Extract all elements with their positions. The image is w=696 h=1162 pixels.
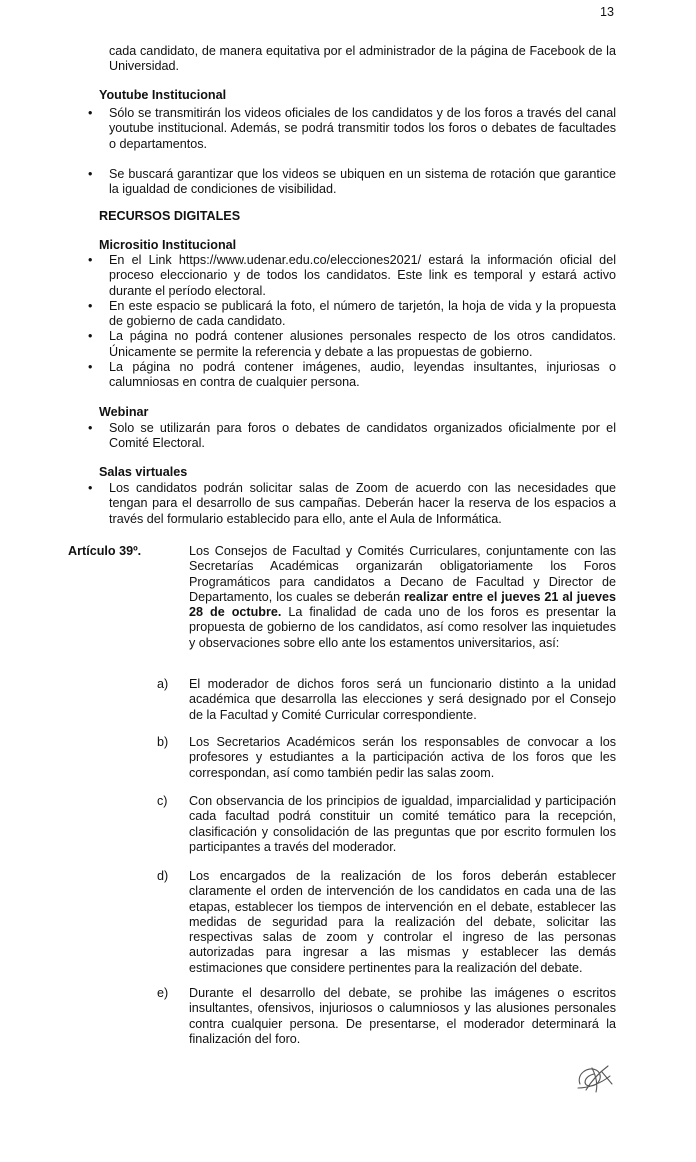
item-text-c: Con observancia de los principios de igualdad, imparcialidad y participación cada facultad podrá constituir un comité temático para la recepción, clasificación y consolidación de las preguntas que por escrito formulen los participantes a través del moderador. — [189, 794, 616, 854]
bullet-icon: • — [88, 481, 93, 495]
bullet-icon: • — [88, 421, 93, 435]
micrositio-heading: Micrositio Institucional — [99, 238, 237, 252]
youtube-bullet-1: Sólo se transmitirán los videos oficiales de los candidatos y de los foros a través del canal youtube institucional. Además, se podrá transmitir todos los foros o debates de facultades o departamentos. — [109, 106, 616, 151]
micrositio-bullet-4: La página no podrá contener imágenes, audio, leyendas insultantes, injuriosas o calumniosas en contra de cualquier persona. — [109, 360, 616, 390]
article-intro-part-1: Los Consejos de Facultad y Comités Curriculares, conjuntamente con las Secretarías Académicas organizarán obligatoriamente los Foros Programáticos para candidatos a Decano de Facultad y Director de Departamento, los cuales se deberán — [189, 544, 616, 604]
article-intro — [189, 544, 616, 651]
item-text-d: Los encargados de la realización de los foros deberán establecer claramente el orden de intervención de los candidatos en cada una de las etapas, establecer los tiempos de intervención en el debate, establecer las medidas de seguridad para la realización del debate, solicitar las respectivas salas de zoom y controlar el ingreso de las personas autorizadas para ingresar a las mismas y establecer las demás estimaciones que considere pertinentes para la realización del debate. — [189, 869, 616, 975]
bullet-icon: • — [88, 106, 93, 120]
youtube-bullets — [0, 106, 696, 197]
article-label: Artículo 39º. — [68, 544, 142, 558]
bullet-icon: • — [88, 329, 93, 344]
list-item — [0, 253, 696, 299]
list-item — [0, 481, 696, 527]
webinar-heading: Webinar — [99, 405, 149, 419]
signature-mark — [566, 1054, 620, 1098]
micrositio-bullet-3: La página no podrá contener alusiones personales respecto de los otros candidatos. Únicamente se permite la referencia y debate a las propuestas de gobierno. — [109, 329, 616, 359]
item-text-e: Durante el desarrollo del debate, se prohibe las imágenes o escritos insultantes, ofensivos, injuriosos o calumniosos y las alusiones personales contra cualquier persona. De presentarse, el moderador determinará la finalización del foro. — [189, 986, 616, 1046]
salas-bullet-1: Los candidatos podrán solicitar salas de Zoom de acuerdo con las necesidades que tengan para el desarrollo de sus campañas. Deberán hacer la reserva de los espacios a través del formulario establecido para ello, ante el Aula de Informática. — [109, 481, 616, 526]
page-number: 13 — [600, 5, 615, 19]
article-intro-part-2: La finalidad de cada uno de los foros es presentar la propuesta de gobierno de los candidatos, así como resolver las inquietudes y observaciones sobre ello ante los estamentos universitarios, así: — [189, 605, 617, 650]
micrositio-bullet-1: En el Link https://www.udenar.edu.co/elecciones2021/ estará la información oficial del proceso eleccionario y de todos los candidatos. Este link es temporal y estará activo durante el período electoral. — [109, 253, 616, 298]
facebook-continuation: cada candidato, de manera equitativa por el administrador de la página de Facebook de la Universidad. — [109, 44, 616, 74]
list-item — [0, 421, 696, 452]
list-item — [0, 329, 696, 360]
list-item — [0, 360, 696, 391]
list-item — [0, 106, 696, 152]
section-title-recursos: RECURSOS DIGITALES — [99, 209, 241, 223]
salas-heading: Salas virtuales — [99, 465, 188, 479]
item-letter-d: d) — [157, 869, 169, 883]
article-dates: realizar entre el jueves 21 al jueves 28 de octubre. — [189, 589, 617, 620]
list-item — [0, 299, 696, 330]
bullet-icon: • — [88, 298, 93, 313]
item-text-b: Los Secretarios Académicos serán los responsables de convocar a los profesores y estudiantes a la participación activa de los foros que les correspondan, así como también pedir las salas zoom. — [189, 735, 616, 780]
item-text-a: El moderador de dichos foros será un funcionario distinto a la unidad académica que desarrolla las elecciones y será designado por el Consejo de la Facultad y Comité Curricular correspondiente. — [189, 677, 616, 722]
bullet-icon: • — [88, 166, 93, 181]
webinar-bullet-1: Solo se utilizarán para foros o debates de candidatos organizados oficialmente por el Comité Electoral. — [109, 421, 616, 451]
item-letter-e: e) — [157, 986, 169, 1000]
micrositio-bullet-2: En este espacio se publicará la foto, el número de tarjetón, la hoja de vida y la propuesta de gobierno de cada candidato. — [109, 298, 616, 329]
item-letter-c: c) — [157, 794, 168, 808]
list-item — [0, 167, 696, 198]
youtube-bullet-2: Se buscará garantizar que los videos se ubiquen en un sistema de rotación que garantice la igualdad de condiciones de visibilidad. — [109, 166, 616, 197]
bullet-icon: • — [88, 253, 93, 267]
bullet-icon: • — [88, 360, 93, 375]
salas-bullets — [0, 481, 696, 527]
item-letter-a: a) — [157, 677, 169, 691]
webinar-bullets — [0, 421, 696, 452]
micrositio-bullets — [0, 253, 696, 391]
item-letter-b: b) — [157, 735, 169, 749]
youtube-heading: Youtube Institucional — [99, 88, 227, 102]
